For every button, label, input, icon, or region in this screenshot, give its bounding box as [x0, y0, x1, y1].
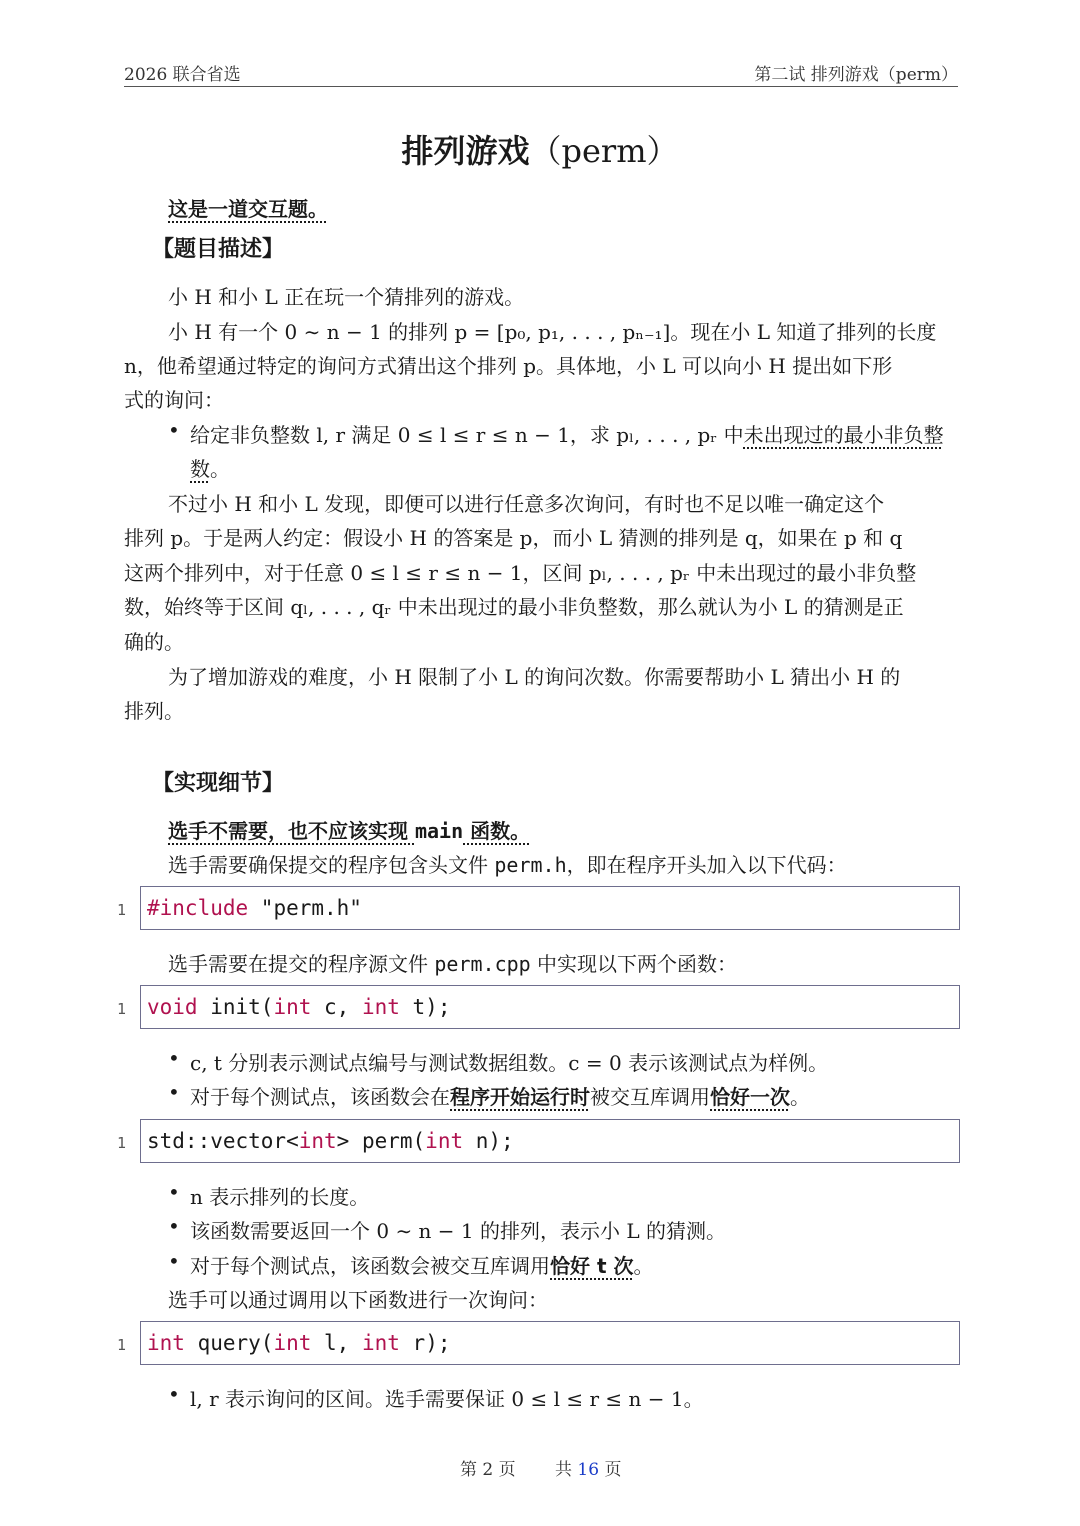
desc-paragraph-2-line-1: 小 H 有一个 0 ∼ n − 1 的排列 p = [p₀, p₁, . . . , pₙ₋₁]。现在小 L 知道了排列的长度 — [168, 320, 937, 344]
desc-paragraph-2-line-2: n，他希望通过特定的询问方式猜出这个排列 p。具体地，小 L 可以向小 H 提出如下形 — [124, 354, 893, 378]
desc-paragraph-3-line-5: 确的。 — [124, 630, 184, 654]
desc-paragraph-3-line-4: 数，始终等于区间 qₗ, . . . , qᵣ 中未出现过的最小非负整数，那么就认为小 L 的猜测是正 — [124, 595, 904, 619]
code-line-number: 1 — [117, 1134, 127, 1152]
desc-paragraph-3-line-3: 这两个排列中，对于任意 0 ≤ l ≤ r ≤ n − 1，区间 pₗ, . . . , pᵣ 中未出现过的最小非负整 — [124, 561, 917, 585]
bullet-glyph: • — [168, 418, 180, 442]
desc-paragraph-4-line-1: 为了增加游戏的难度，小 H 限制了小 L 的询问次数。你需要帮助小 L 猜出小 H 的 — [168, 665, 901, 689]
impl-bullet-perm-return: 该函数需要返回一个 0 ∼ n − 1 的排列，表示小 L 的猜测。 — [190, 1219, 726, 1243]
impl-bullet-init-calls: 对于每个测试点，该函数会在程序开始运行时被交互库调用恰好一次。 — [190, 1085, 810, 1109]
impl-bullet-init-params: c, t 分别表示测试点编号与测试数据组数。c = 0 表示该测试点为样例。 — [190, 1051, 829, 1075]
impl-line-4: 选手可以通过调用以下函数进行一次询问： — [168, 1288, 548, 1312]
bullet-glyph: • — [168, 1180, 180, 1204]
page-title — [0, 126, 1080, 172]
code-line-number: 1 — [117, 1336, 127, 1354]
footer-total-pages: 共 16 页 — [555, 1460, 622, 1480]
bullet-glyph: • — [168, 1249, 180, 1273]
desc-paragraph-1: 小 H 和小 L 正在玩一个猜排列的游戏。 — [168, 285, 525, 309]
bullet-glyph: • — [168, 1080, 180, 1104]
code-line-number: 1 — [117, 901, 127, 919]
impl-bullet-perm-calls: 对于每个测试点，该函数会被交互库调用恰好 t 次。 — [190, 1254, 654, 1278]
desc-paragraph-3-line-2: 排列 p。于是两人约定：假设小 H 的答案是 p，而小 L 猜测的排列是 q，如果在 p 和 q — [124, 526, 903, 550]
code-block-include: #include "perm.h" — [140, 886, 960, 930]
code-block-perm: std::vector<int> perm(int n); — [140, 1119, 960, 1163]
section-description-heading: 【题目描述】 — [152, 237, 285, 262]
impl-bullet-perm-n: n 表示排列的长度。 — [190, 1185, 370, 1209]
impl-line-3: 选手需要在提交的程序源文件 perm.cpp 中实现以下两个函数： — [168, 952, 738, 976]
impl-line-2: 选手需要确保提交的程序包含头文件 perm.h，即在程序开头加入以下代码： — [168, 853, 847, 877]
footer-page-number: 第 2 页 — [460, 1460, 516, 1480]
section-implementation-heading: 【实现细节】 — [152, 771, 285, 796]
impl-line-1: 选手不需要，也不应该实现 main 函数。 — [168, 819, 531, 843]
title-latin: （perm） — [529, 132, 679, 170]
code-block-query: int query(int l, int r); — [140, 1321, 960, 1365]
title-cn: 排列游戏 — [401, 132, 530, 170]
header-right: 第二试 排列游戏（perm） — [754, 65, 958, 85]
code-block-init: void init(int c, int t); — [140, 985, 960, 1029]
desc-bullet-1-line-2: 数。 — [190, 457, 230, 481]
desc-paragraph-4-line-2: 排列。 — [124, 699, 184, 723]
desc-paragraph-2-line-3: 式的询问： — [124, 388, 224, 412]
impl-bullet-query-range: l, r 表示询问的区间。选手需要保证 0 ≤ l ≤ r ≤ n − 1。 — [190, 1387, 704, 1411]
header-left: 2026 联合省选 — [124, 65, 241, 85]
header-rule — [124, 86, 958, 87]
desc-paragraph-3-line-1: 不过小 H 和小 L 发现，即便可以进行任意多次询问，有时也不足以唯一确定这个 — [168, 492, 885, 516]
intro-text: 这是一道交互题。 — [168, 197, 328, 221]
bullet-glyph: • — [168, 1382, 180, 1406]
bullet-glyph: • — [168, 1046, 180, 1070]
bullet-glyph: • — [168, 1214, 180, 1238]
code-line-number: 1 — [117, 1000, 127, 1018]
desc-bullet-1-line-1: 给定非负整数 l, r 满足 0 ≤ l ≤ r ≤ n − 1，求 pₗ, . . . , pᵣ 中未出现过的最小非负整 — [190, 423, 944, 447]
